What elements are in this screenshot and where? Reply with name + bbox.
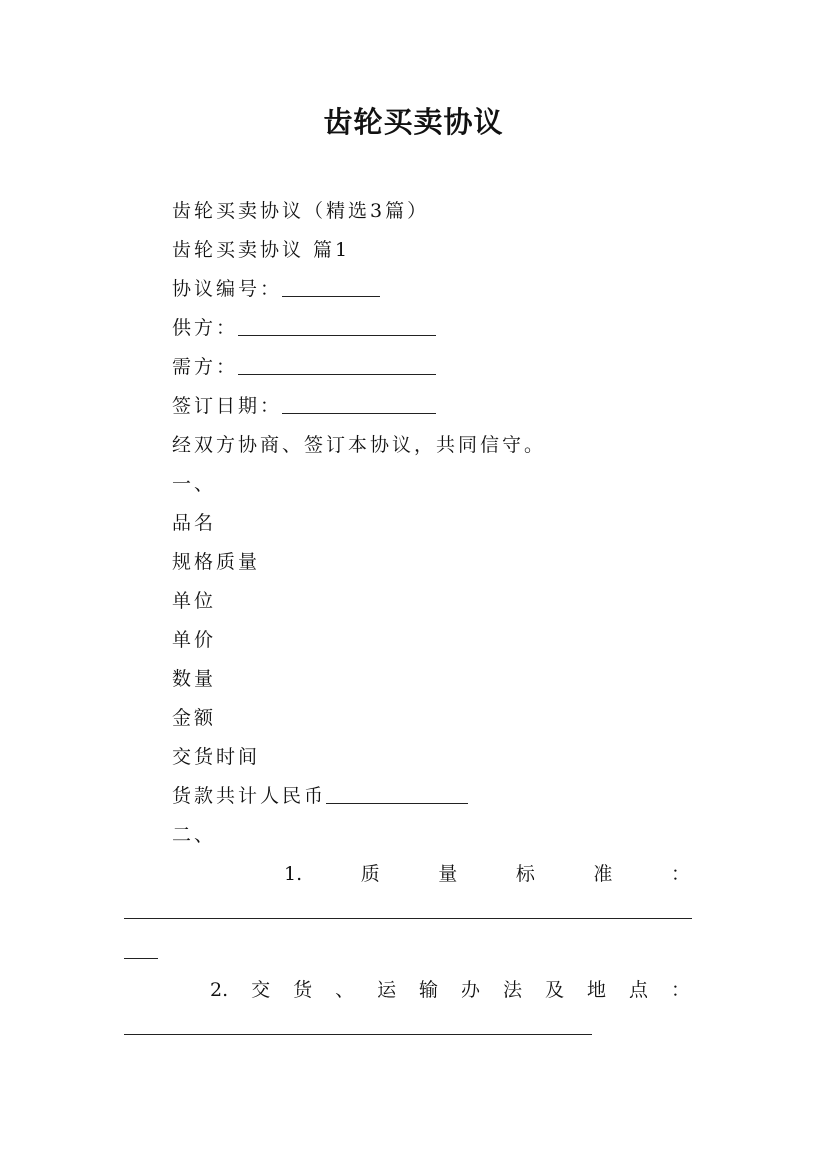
agreement-number-label: 协议编号： [172, 278, 283, 300]
clause-delivery-part: 点 [628, 979, 648, 1001]
clause-delivery-part: 运 [377, 979, 397, 1001]
clause-quality-part: 1. [284, 863, 303, 885]
clause-delivery-transport [210, 976, 690, 1004]
subtitle: 齿轮买卖协议（精选3篇） [172, 200, 430, 222]
item-price: 单价 [172, 629, 217, 651]
supplier-row [172, 314, 436, 342]
total-payment-blank [326, 783, 468, 804]
clause-delivery-part: 办 [461, 979, 481, 1001]
clause-quality-part: 标 [515, 863, 535, 885]
clause-quality-standard [284, 860, 690, 888]
buyer-row [172, 353, 436, 381]
intro-text: 经双方协商、签订本协议，共同信守。 [172, 434, 547, 456]
clause-delivery-part: 及 [545, 979, 565, 1001]
clause-quality-part: ： [670, 863, 690, 885]
quality-standard-blank [124, 918, 692, 919]
clause-delivery-part: 地 [586, 979, 606, 1001]
item-delivery-time: 交货时间 [172, 746, 261, 768]
buyer-blank [238, 354, 436, 375]
clause-quality-part: 量 [438, 863, 458, 885]
agreement-number-blank [282, 276, 380, 297]
quality-standard-blank-continued [124, 958, 158, 959]
section-two-heading: 二、 [172, 824, 217, 846]
supplier-label: 供方： [172, 317, 239, 339]
buyer-label: 需方： [172, 356, 239, 378]
item-quantity: 数量 [172, 668, 217, 690]
item-unit: 单位 [172, 590, 217, 612]
part-heading: 齿轮买卖协议 篇1 [172, 239, 351, 261]
total-payment-row [172, 782, 468, 810]
total-payment-label: 货款共计人民币 [172, 785, 327, 807]
item-name: 品名 [172, 512, 217, 534]
item-spec: 规格质量 [172, 551, 261, 573]
delivery-transport-blank [124, 1034, 592, 1035]
document-title: 齿轮买卖协议 [323, 105, 504, 139]
section-one-heading: 一、 [172, 473, 217, 495]
clause-quality-part: 质 [360, 863, 380, 885]
clause-delivery-part: 输 [419, 979, 439, 1001]
clause-delivery-part: 2. [210, 979, 229, 1001]
clause-delivery-part: 、 [335, 979, 355, 1001]
supplier-blank [238, 315, 436, 336]
clause-delivery-part: 法 [503, 979, 523, 1001]
agreement-number-row [172, 275, 380, 303]
clause-delivery-part: 交 [251, 979, 271, 1001]
sign-date-row [172, 392, 436, 420]
clause-delivery-part: 货 [293, 979, 313, 1001]
clause-delivery-part: ： [670, 979, 690, 1001]
item-amount: 金额 [172, 707, 217, 729]
sign-date-blank [282, 393, 436, 414]
sign-date-label: 签订日期： [172, 395, 283, 417]
clause-quality-part: 准 [593, 863, 613, 885]
